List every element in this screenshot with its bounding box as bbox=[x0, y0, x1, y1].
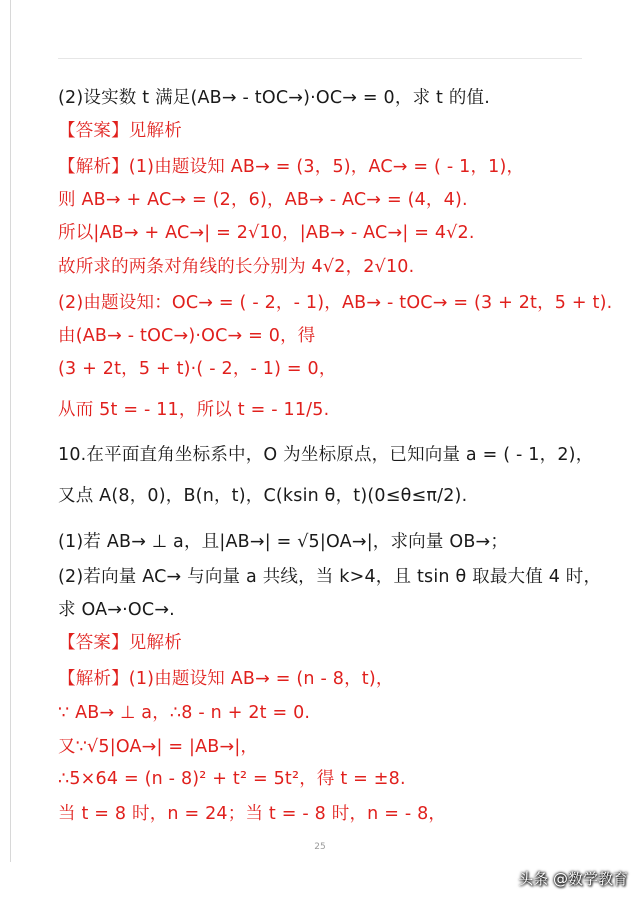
solution2-line-2: ∵ AB→ ⊥ a，∴8 - n + 2t = 0. bbox=[58, 703, 311, 723]
question-10-part-1: (1)若 AB→ ⊥ a，且|AB→| = √5|OA→|，求向量 OB→； bbox=[58, 532, 509, 552]
solution-line-2: 则 AB→ + AC→ = (2，6)，AB→ - AC→ = (4，4). bbox=[58, 190, 468, 210]
solution-line-1: 【解析】(1)由题设知 AB→ = (3，5)，AC→ = ( - 1，1)， bbox=[58, 157, 525, 177]
solution2-line-4: ∴5×64 = (n - 8)² + t² = 5t²，得 t = ±8. bbox=[58, 769, 406, 789]
solution-line-8: 从而 5t = - 11，所以 t = - 11/5. bbox=[58, 400, 330, 420]
answer-label-1: 【答案】见解析 bbox=[58, 121, 182, 141]
question-9-part-2: (2)设实数 t 满足(AB→ - tOC→)·OC→ = 0，求 t 的值. bbox=[58, 88, 491, 108]
solution-line-5: (2)由题设知：OC→ = ( - 2，- 1)，AB→ - tOC→ = (3 + 2t，5 + t). bbox=[58, 293, 613, 313]
solution-line-3: 所以|AB→ + AC→| = 2√10，|AB→ - AC→| = 4√2. bbox=[58, 223, 475, 243]
top-rule bbox=[58, 58, 582, 59]
question-10-part-2-ask: 求 OA→·OC→. bbox=[58, 600, 175, 620]
answer-label-2: 【答案】见解析 bbox=[58, 633, 182, 653]
solution-line-4: 故所求的两条对角线的长分别为 4√2，2√10. bbox=[58, 257, 415, 277]
solution-line-6: 由(AB→ - tOC→)·OC→ = 0，得 bbox=[58, 326, 316, 346]
solution2-line-3: 又∵√5|OA→| = |AB→|， bbox=[58, 737, 259, 757]
question-10-stem: 10.在平面直角坐标系中，O 为坐标原点，已知向量 a = ( - 1，2)， bbox=[58, 445, 594, 465]
question-10-points: 又点 A(8，0)，B(n，t)，C(ksin θ，t)(0≤θ≤π/2). bbox=[58, 486, 468, 506]
solution-line-7: (3 + 2t，5 + t)·( - 2，- 1) = 0， bbox=[58, 359, 337, 379]
page-left-border bbox=[10, 0, 11, 862]
solution2-line-1: 【解析】(1)由题设知 AB→ = (n - 8，t)， bbox=[58, 669, 394, 689]
solution2-line-5: 当 t = 8 时，n = 24；当 t = - 8 时，n = - 8， bbox=[58, 804, 447, 824]
question-10-part-2: (2)若向量 AC→ 与向量 a 共线，当 k>4，且 tsin θ 取最大值 4 时， bbox=[58, 567, 602, 587]
page-number: 25 bbox=[314, 842, 326, 852]
watermark: 头条 @数学教育 bbox=[518, 870, 628, 888]
